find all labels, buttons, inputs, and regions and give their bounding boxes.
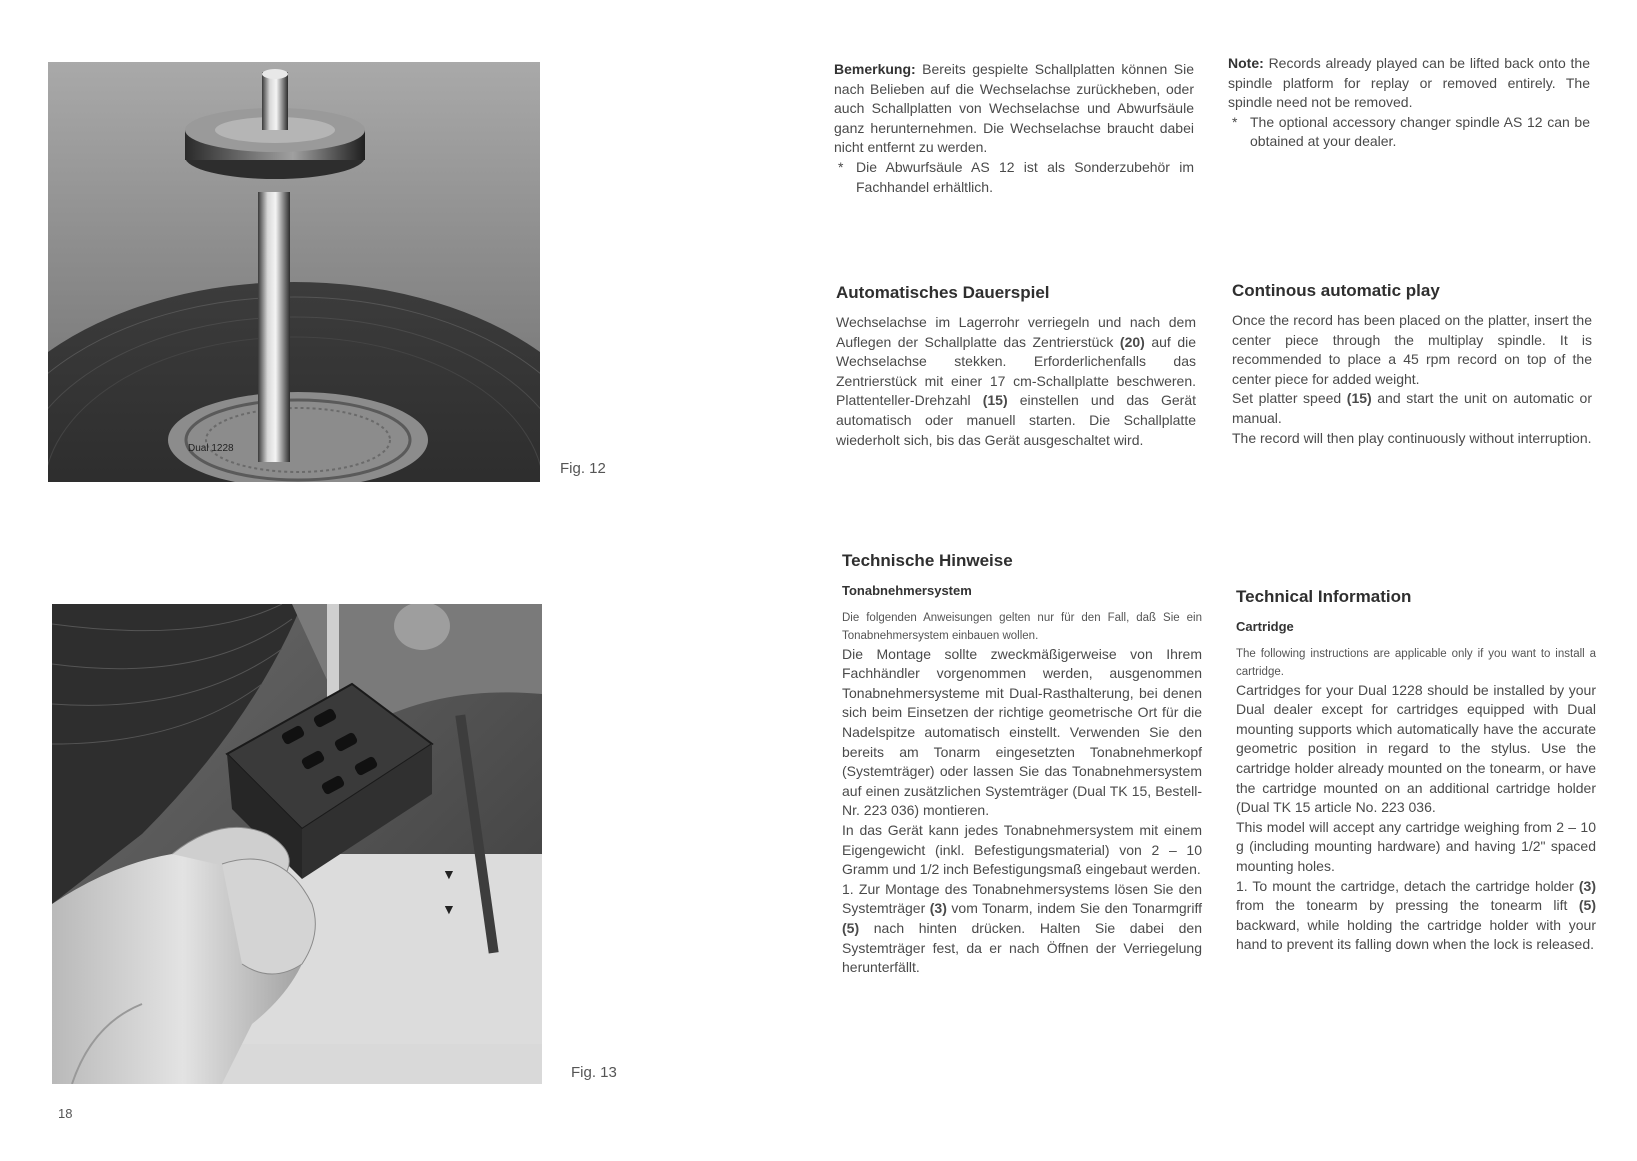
figure-12-photo — [48, 62, 540, 482]
german-tech-p2: In das Gerät kann jedes Tonabnehmersystem mit einem Eigengewicht (inkl. Befestigungsmaterial) von 2 – 10 Gramm und 1/2 inch Befestigungsmaß eingebaut werden. — [842, 821, 1202, 878]
german-step1-b: vom Tonarm, indem Sie den Tonarmgriff — [951, 900, 1202, 917]
english-tech-small: The following instructions are applicable only if you want to install a cartridge. — [1236, 647, 1596, 678]
german-step1-ref1: (3) — [929, 900, 947, 917]
german-note-text: Bereits gespielte Schallplatten können Sie nach Belieben auf die Wechselachse zurückheben, oder auch Schallplatten von Wechselachse und Abwurfsäule ganz herunternehmen. Die Wechselachse braucht dabei nicht entfernt zu werden. — [834, 61, 1194, 156]
german-note-block — [834, 60, 1194, 197]
english-tech-subtitle: Cartridge — [1236, 619, 1294, 634]
english-note-label: Note: — [1228, 55, 1264, 71]
english-note-block — [1228, 54, 1590, 152]
down-arrow-icon-1: ▼ — [442, 866, 456, 882]
german-tech-title: Technische Hinweise — [842, 551, 1013, 570]
figure-13-photo — [52, 604, 542, 1084]
german-auto-text-3: einstellen und das Gerät automatisch oder manuell starten. Die Schallplatte wiederholt sich, bis das Gerät ausgeschaltet wird. — [836, 392, 1197, 448]
german-tech-section — [842, 550, 1202, 978]
english-tech-p1: Cartridges for your Dual 1228 should be installed by your Dual dealer except for cartridges equipped with Dual mounting supports which automatically have the accurate geometric position in regard to the stylus. Use the cartridge holder already mounted on the tonearm, or have the cartridge mounted on an additional cartridge holder (Dual TK 15 article No. 223 036. — [1236, 681, 1596, 816]
german-step1-a: 1. Zur Montage des Tonabnehmersystems lösen Sie den Systemträger — [842, 880, 1202, 917]
english-tech-section — [1236, 586, 1596, 955]
english-auto-title: Continous automatic play — [1232, 281, 1440, 300]
german-auto-section — [836, 282, 1196, 450]
english-step1-c: backward, while holding the cartridge holder with your hand to prevent its falling down when the lock is released. — [1236, 916, 1596, 953]
english-step1-ref2: (5) — [1578, 897, 1597, 914]
english-step1-a: 1. To mount the cartridge, detach the cartridge holder — [1236, 877, 1574, 894]
german-tech-p1: Die Montage sollte zweckmäßigerweise von Ihrem Fachhändler vorgenommen werden, ausgenommen Tonabnehmersysteme mit Dual-Rasthalterung, bei denen sich beim Einsetzen der richtige geometrische Ort für die Nadelspitze automatisch einstellt. Verwenden Sie den bereits am Tonarm eingesetzten Tonabnehmerkopf (Systemträger) oder lassen Sie das Tonabnehmersystem auf einen zusätzlichen Systemträger (Dual TK 15, Bestell-Nr. 223 036) montieren. — [842, 645, 1202, 819]
german-bullet-mark: * — [838, 158, 844, 175]
english-tech-p2: This model will accept any cartridge weighing from 2 – 10 g (including mounting hardware) and having 1/2" spaced mounting holes. — [1236, 818, 1596, 874]
german-auto-ref-1: (20) — [1119, 333, 1145, 350]
german-note-label: Bemerkung: — [834, 61, 916, 77]
record-label-text: Dual 1228 — [188, 443, 234, 454]
english-tech-title: Technical Information — [1236, 587, 1412, 606]
english-auto-text-1: Once the record has been placed on the platter, insert the center piece through the multiplay spindle. It is recommended to place a 45 rpm record on top of the center piece for added weight. — [1232, 312, 1592, 387]
figure-13-caption: Fig. 13 — [571, 1064, 617, 1081]
german-tech-small: Die folgenden Anweisungen gelten nur für den Fall, daß Sie ein Tonabnehmersystem einbauen wollen. — [842, 611, 1202, 642]
german-step1-ref2: (5) — [842, 919, 860, 936]
german-auto-text-2: auf die Wechselachse stekken. Erforderlichenfalls das Zentrierstück mit einer 17 cm-Schallplatte beschweren. Plattenteller-Drehzahl — [836, 333, 1196, 409]
german-bullet-text: Die Abwurfsäule AS 12 ist als Sonderzubehör im Fachhandel erhältlich. — [856, 158, 1194, 195]
english-bullet-mark: * — [1232, 113, 1238, 130]
german-auto-text-1: Wechselachse im Lagerrohr verriegeln und nach dem Auflegen der Schallplatte das Zentrierstück — [836, 314, 1196, 350]
english-step1-b: from the tonearm by pressing the tonearm lift — [1236, 897, 1568, 914]
english-auto-section — [1232, 280, 1592, 448]
english-auto-text-2: Set platter speed — [1232, 390, 1342, 407]
german-step1-c: nach hinten drücken. Halten Sie dabei den Systemträger fest, da er nach Öffnen der Verriegelung herunterfällt. — [842, 919, 1202, 976]
german-auto-ref-2: (15) — [982, 392, 1008, 409]
english-auto-text-4: The record will then play continuously without interruption. — [1232, 429, 1592, 446]
page-number: 18 — [58, 1106, 73, 1121]
down-arrow-icon-2: ▼ — [442, 901, 456, 917]
english-step1-ref1: (3) — [1578, 877, 1596, 894]
english-auto-ref: (15) — [1346, 390, 1372, 407]
german-tech-subtitle: Tonabnehmersystem — [842, 583, 972, 598]
english-auto-text-3: and start the unit on automatic or manual. — [1232, 390, 1592, 426]
german-auto-title: Automatisches Dauerspiel — [836, 283, 1050, 302]
figure-12-caption: Fig. 12 — [560, 460, 606, 477]
english-note-text: Records already played can be lifted back onto the spindle platform for replay or removed entirely. The spindle need not be removed. — [1228, 55, 1591, 111]
english-bullet-text: The optional accessory changer spindle AS 12 can be obtained at your dealer. — [1250, 113, 1590, 150]
